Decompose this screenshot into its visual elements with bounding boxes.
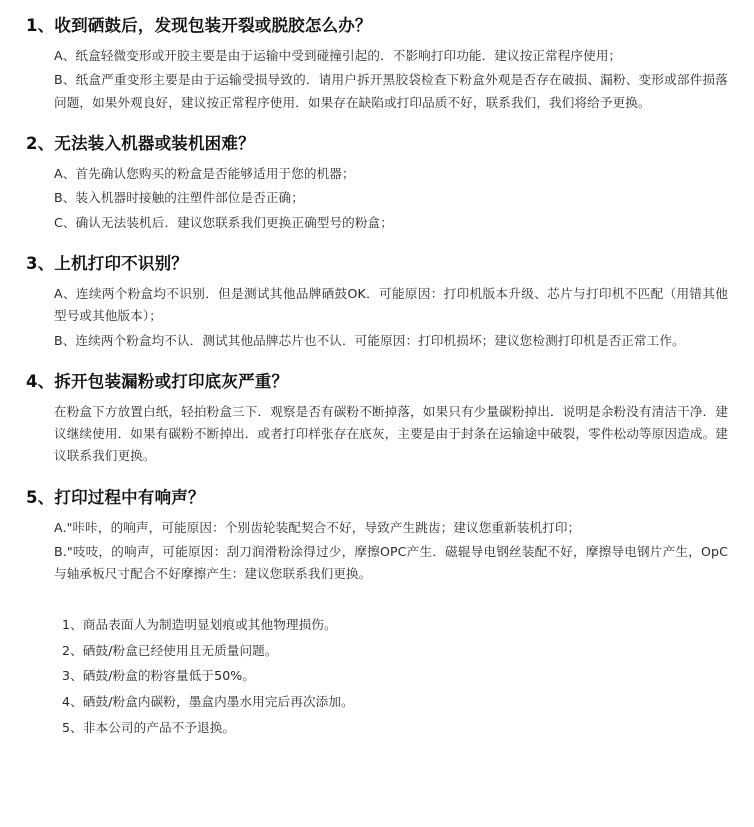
faq-answer-body (26, 45, 736, 114)
section-spacer (26, 240, 736, 252)
list-item: 1、商品表面人为制造明显划痕或其他物理损伤。 (62, 616, 337, 632)
faq-item (26, 252, 736, 352)
faq-answer-body (26, 517, 736, 586)
faq-question: 5、打印过程中有响声？ (26, 487, 205, 507)
faq-item (26, 132, 736, 234)
faq-answer-body (26, 163, 736, 234)
faq-item (26, 14, 736, 114)
faq-answer-paragraph: B、纸盒严重变形主要是由于运输受损导致的．请用户拆开黑胶袋检查下粉盒外观是否存在破损、漏粉、变形或部件损落问题，如果外观良好，建议按正常程序使用．如果存在缺陷或打印品质不好，联系我们，我们将给予更换。 (54, 72, 728, 110)
section-spacer (26, 474, 736, 486)
faq-answer-paragraph: B、连续两个粉盒均不认．测试其他品牌芯片也不认．可能原因：打印机损坏；建议您检测打印机是否正常工作。 (54, 332, 685, 348)
faq-answer-paragraph: A."咔咔，的响声，可能原因：个别齿轮装配契合不好，导致产生跳齿；建议您重新装机打印； (54, 519, 581, 535)
faq-answer-paragraph: A、纸盒轻微变形或开胶主要是由于运输中受到碰撞引起的．不影响打印功能．建议按正常程序使用； (54, 47, 622, 63)
faq-answer-paragraph: B."吱吱，的响声，可能原因：刮刀润滑粉涂得过少，摩擦OPC产生．磁辊导电钢丝装配不好，摩擦导电钢片产生，OpC与轴承板尺寸配合不好摩擦产生：建议您联系我们更换。 (54, 544, 728, 582)
faq-answer-paragraph: 在粉盒下方放置白纸，轻拍粉盒三下．观察是否有碳粉不断掉落，如果只有少量碳粉掉出．说明是余粉没有清洁干净．建议继续使用．如果有碳粉不断掉出．或者打印样张存在底灰，主要是由于封条在运输途中破裂，零件松动等原因造成。建议联系我们更换。 (54, 403, 728, 464)
faq-item (26, 486, 736, 586)
section-spacer (26, 120, 736, 132)
faq-question: 4、拆开包装漏粉或打印底灰严重？ (26, 371, 289, 391)
list-item: 4、硒鼓/粉盒内碳粉，墨盒内墨水用完后再次添加。 (62, 694, 354, 710)
faq-answer-paragraph: A、连续两个粉盒均不识别．但是测试其他品牌硒鼓OK．可能原因：打印机版本升级、芯片与打印机不匹配（用错其他型号或其他版本）； (54, 285, 728, 324)
section-spacer (26, 358, 736, 370)
list-item: 3、硒鼓/粉盒的粉容量低于50%。 (62, 668, 256, 684)
faq-answer-body (26, 401, 736, 468)
faq-question: 1、收到硒鼓后，发现包装开裂或脱胶怎么办？ (26, 16, 372, 35)
terms-list (26, 612, 736, 741)
faq-answer-paragraph: C、确认无法装机后．建议您联系我们更换正确型号的粉盒； (54, 214, 393, 230)
list-item: 2、硒鼓/粉盒已经使用且无质量问题。 (62, 642, 278, 658)
faq-answer-body (26, 283, 736, 352)
faq-question: 3、上机打印不识别？ (26, 253, 188, 273)
faq-question: 2、无法装入机器或装机困难？ (26, 133, 255, 153)
faq-item (26, 370, 736, 468)
faq-answer-paragraph: B、装入机器时接触的注塑件部位是否正确； (54, 190, 304, 206)
faq-answer-paragraph: A、首先确认您购买的粉盒是否能够适用于您的机器； (54, 165, 355, 181)
list-item: 5、非本公司的产品不予退换。 (62, 720, 236, 736)
